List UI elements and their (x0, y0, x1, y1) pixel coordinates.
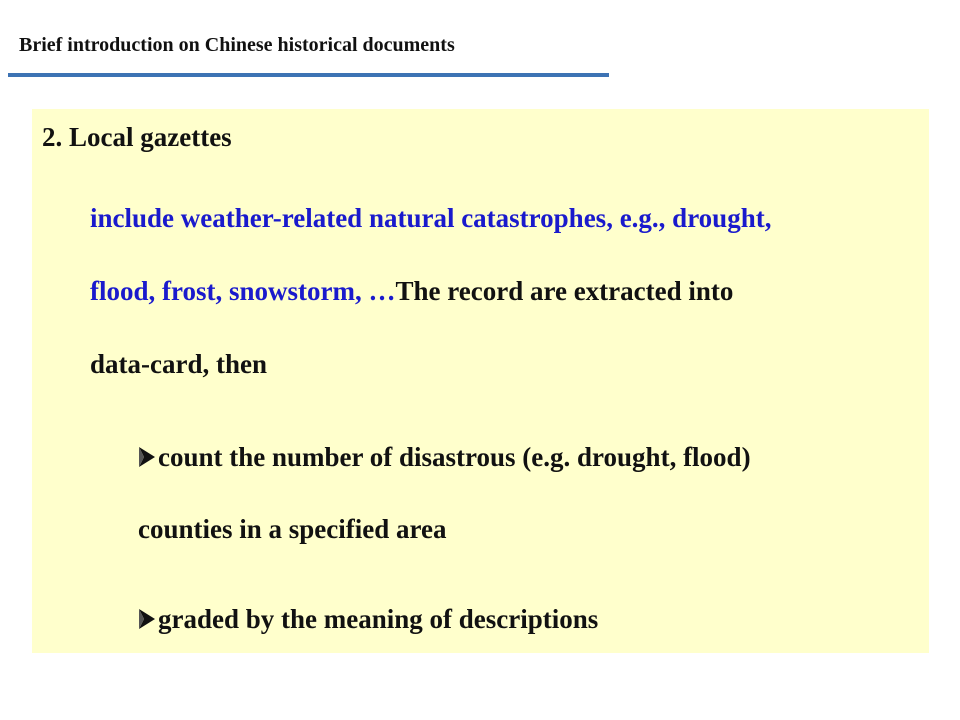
section-title: 2. Local gazettes (42, 122, 232, 152)
header-title: Brief introduction on Chinese historical documents (19, 34, 455, 56)
bullet-item-2 (138, 606, 598, 633)
arrow-bullet-icon (138, 608, 156, 630)
bullet-item-1 (138, 444, 751, 471)
bullet-item-1-text: count the number of disastrous (e.g. drought, flood) (158, 442, 751, 472)
paragraph-line-3: data-card, then (90, 349, 267, 379)
paragraph-line-2-blue: flood, frost, snowstorm, … (90, 276, 396, 306)
header-divider (8, 73, 609, 77)
paragraph-line-2-black: The record are extracted into (395, 276, 734, 306)
arrow-bullet-icon (138, 446, 156, 468)
bullet-item-2-text: graded by the meaning of descriptions (158, 604, 599, 634)
paragraph-line-2 (90, 278, 733, 305)
paragraph-line-1: include weather-related natural catastrophes, e.g., drought, (90, 203, 772, 233)
bullet-item-1-continuation: counties in a specified area (138, 514, 447, 544)
content-panel (32, 109, 929, 653)
